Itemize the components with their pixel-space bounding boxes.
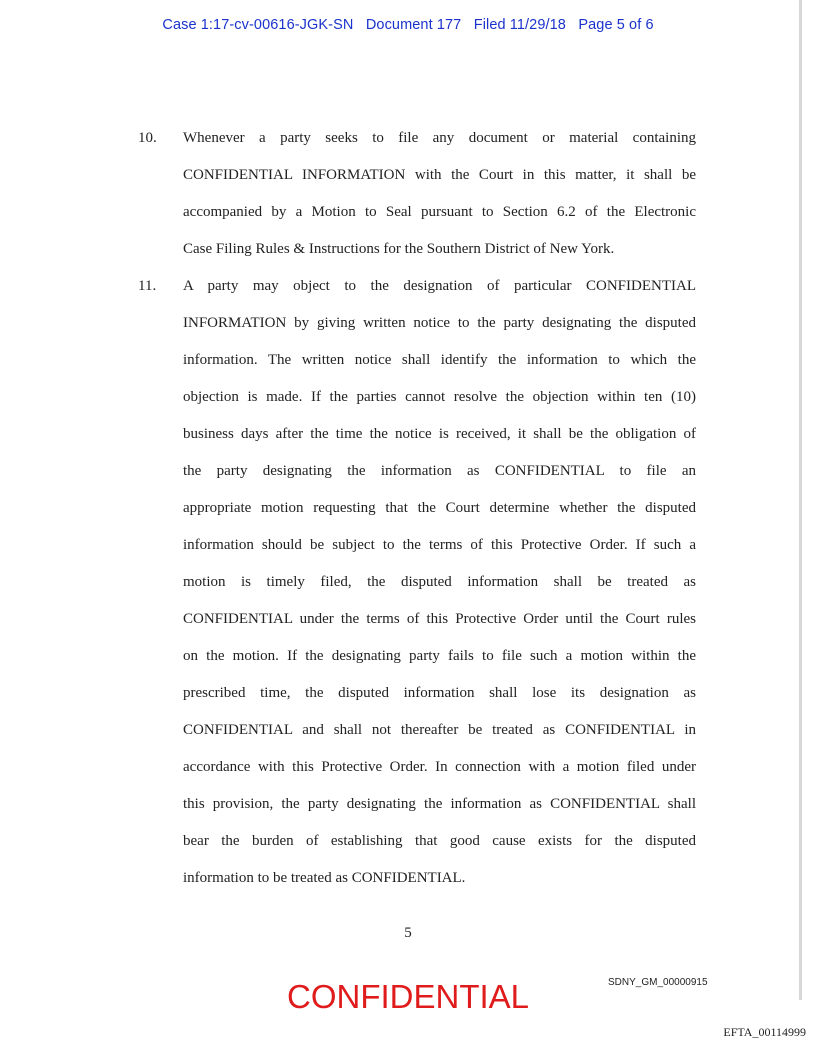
paragraph-line: Case Filing Rules & Instructions for the Southern District of New York.	[183, 241, 615, 257]
paragraph-line: bear the burden of establishing that good cause exists for the disputed	[183, 833, 696, 849]
bates-number: SDNY_GM_00000915	[608, 977, 708, 988]
paragraph-line: CONFIDENTIAL and shall not thereafter be treated as CONFIDENTIAL in	[183, 722, 696, 738]
paragraph-line: appropriate motion requesting that the Court determine whether the disputed	[183, 500, 696, 516]
paragraph-line: business days after the time the notice is received, it shall be the obligation of	[183, 426, 696, 442]
paragraph-line: Whenever a party seeks to file any document or material containing	[183, 130, 696, 146]
paragraph-line: CONFIDENTIAL under the terms of this Protective Order until the Court rules	[183, 611, 696, 627]
confidential-stamp: CONFIDENTIAL	[286, 978, 530, 1015]
page-edge	[799, 0, 802, 1000]
paragraph-line: INFORMATION by giving written notice to the party designating the disputed	[183, 315, 696, 331]
paragraph-line: prescribed time, the disputed information shall lose its designation as	[183, 685, 696, 701]
paragraph-body	[183, 120, 696, 268]
paragraph-line: motion is timely filed, the disputed information shall be treated as	[183, 574, 696, 590]
efta-number: EFTA_00114999	[723, 1025, 806, 1039]
paragraph-number: 10.	[138, 130, 157, 146]
page-number: 5	[404, 925, 412, 941]
paragraph-line: information to be treated as CONFIDENTIAL.	[183, 870, 466, 886]
paragraph-line: accordance with this Protective Order. In connection with a motion filed under	[183, 759, 696, 775]
paragraph-line: the party designating the information as CONFIDENTIAL to file an	[183, 463, 696, 479]
paragraph-body	[183, 268, 696, 897]
case-header: Case 1:17-cv-00616-JGK-SN Document 177 Filed 11/29/18 Page 5 of 6	[162, 17, 654, 33]
paragraph-line: information. The written notice shall identify the information to which the	[183, 352, 696, 368]
paragraph-line: information should be subject to the terms of this Protective Order. If such a	[183, 537, 696, 553]
paragraph-line: on the motion. If the designating party fails to file such a motion within the	[183, 648, 696, 664]
paragraph-line: CONFIDENTIAL INFORMATION with the Court in this matter, it shall be	[183, 167, 696, 183]
paragraph-line: accompanied by a Motion to Seal pursuant to Section 6.2 of the Electronic	[183, 204, 696, 220]
paragraph-line: objection is made. If the parties cannot resolve the objection within ten (10)	[183, 389, 696, 405]
paragraph-line: A party may object to the designation of particular CONFIDENTIAL	[183, 278, 696, 294]
paragraph-number: 11.	[138, 278, 157, 294]
paragraph-line: this provision, the party designating the information as CONFIDENTIAL shall	[183, 796, 696, 812]
